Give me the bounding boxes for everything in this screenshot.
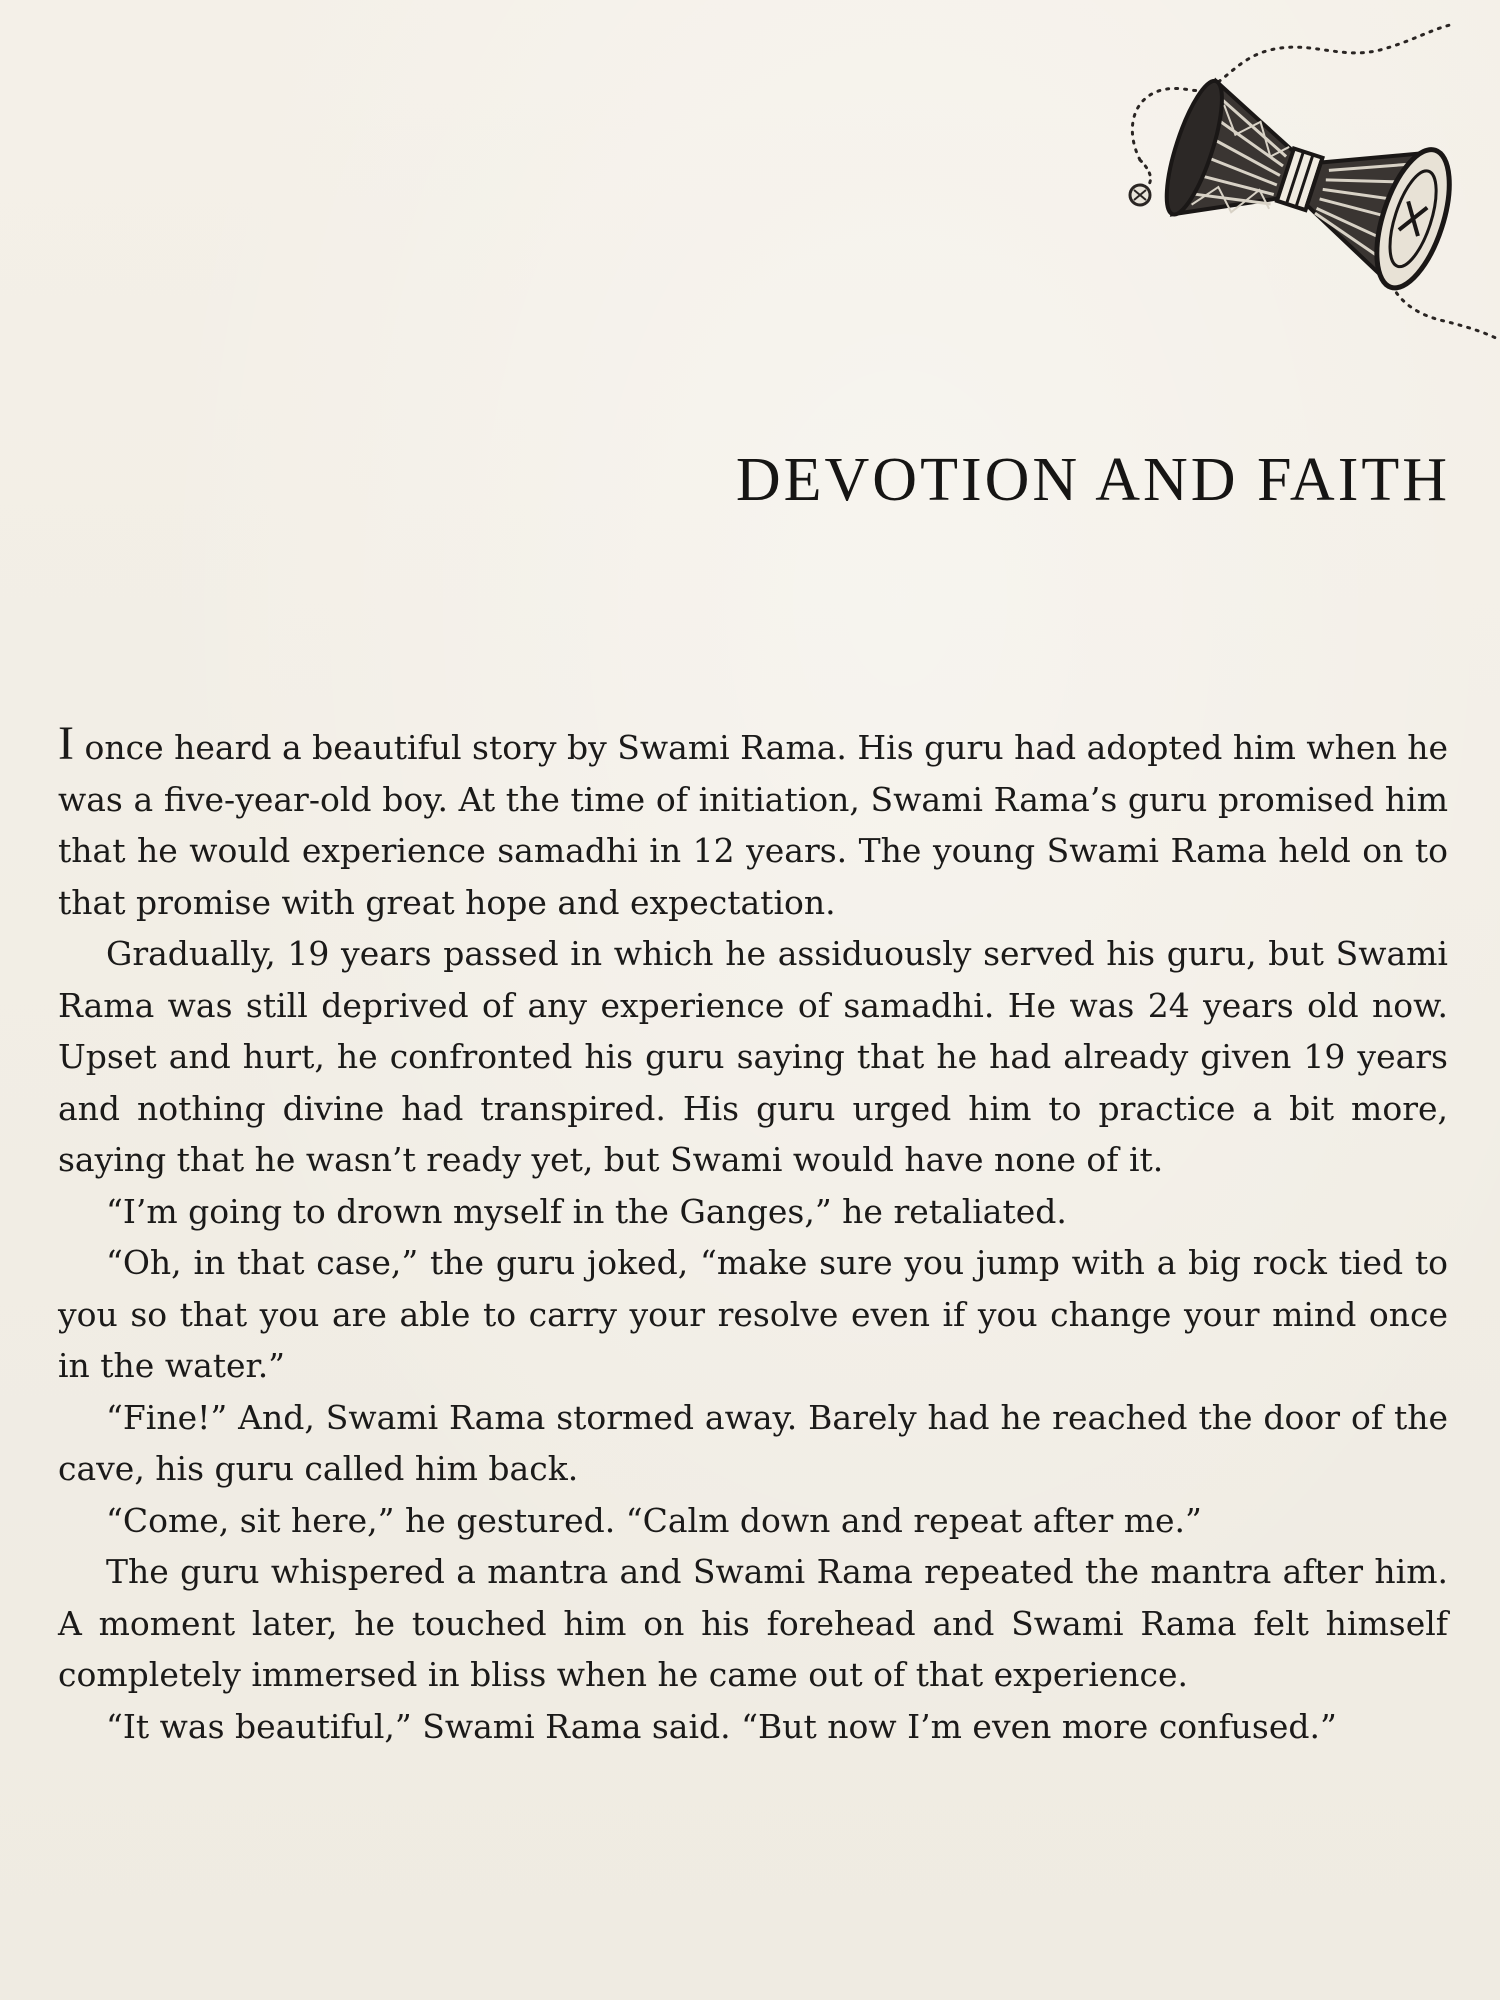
paragraph: “I’m going to drown myself in the Ganges,” he retaliated. xyxy=(106,1191,1067,1231)
paragraph xyxy=(58,717,1448,928)
paragraph: “Fine!” And, Swami Rama stormed away. Barely had he reached the door of the cave, his guru called him back. xyxy=(58,1397,1448,1488)
damaru-drum-icon xyxy=(1080,20,1500,340)
paragraph: “Oh, in that case,” the guru joked, “make sure you jump with a big rock tied to you so that you are able to carry your resolve even if you change your mind once in the water.” xyxy=(58,1243,1448,1385)
paragraph: The guru whispered a mantra and Swami Rama repeated the mantra after him. A moment later, he touched him on his forehead and Swami Rama felt himself completely immersed in bliss when he came out of that experience. xyxy=(58,1552,1448,1694)
chapter-body xyxy=(58,717,1448,1752)
paragraph-text: once heard a beautiful story by Swami Rama. His guru had adopted him when he was a five-year-old boy. At the time of initiation, Swami Rama’s guru promised him that he would experience samadhi in 12 years. The young Swami Rama held on to that promise with great hope and expectation. xyxy=(58,728,1448,922)
chapter-title: DEVOTION AND FAITH xyxy=(735,446,1450,514)
paragraph: “It was beautiful,” Swami Rama said. “But now I’m even more confused.” xyxy=(106,1706,1337,1746)
drop-cap: I xyxy=(58,717,74,770)
paragraph: “Come, sit here,” he gestured. “Calm down and repeat after me.” xyxy=(106,1500,1202,1540)
paragraph: Gradually, 19 years passed in which he assiduously served his guru, but Swami Rama was still deprived of any experience of samadhi. He was 24 years old now. Upset and hurt, he confronted his guru saying that he had already given 19 years and nothing divine had transpired. His guru urged him to practice a bit more, saying that he wasn’t ready yet, but Swami would have none of it. xyxy=(58,934,1448,1179)
